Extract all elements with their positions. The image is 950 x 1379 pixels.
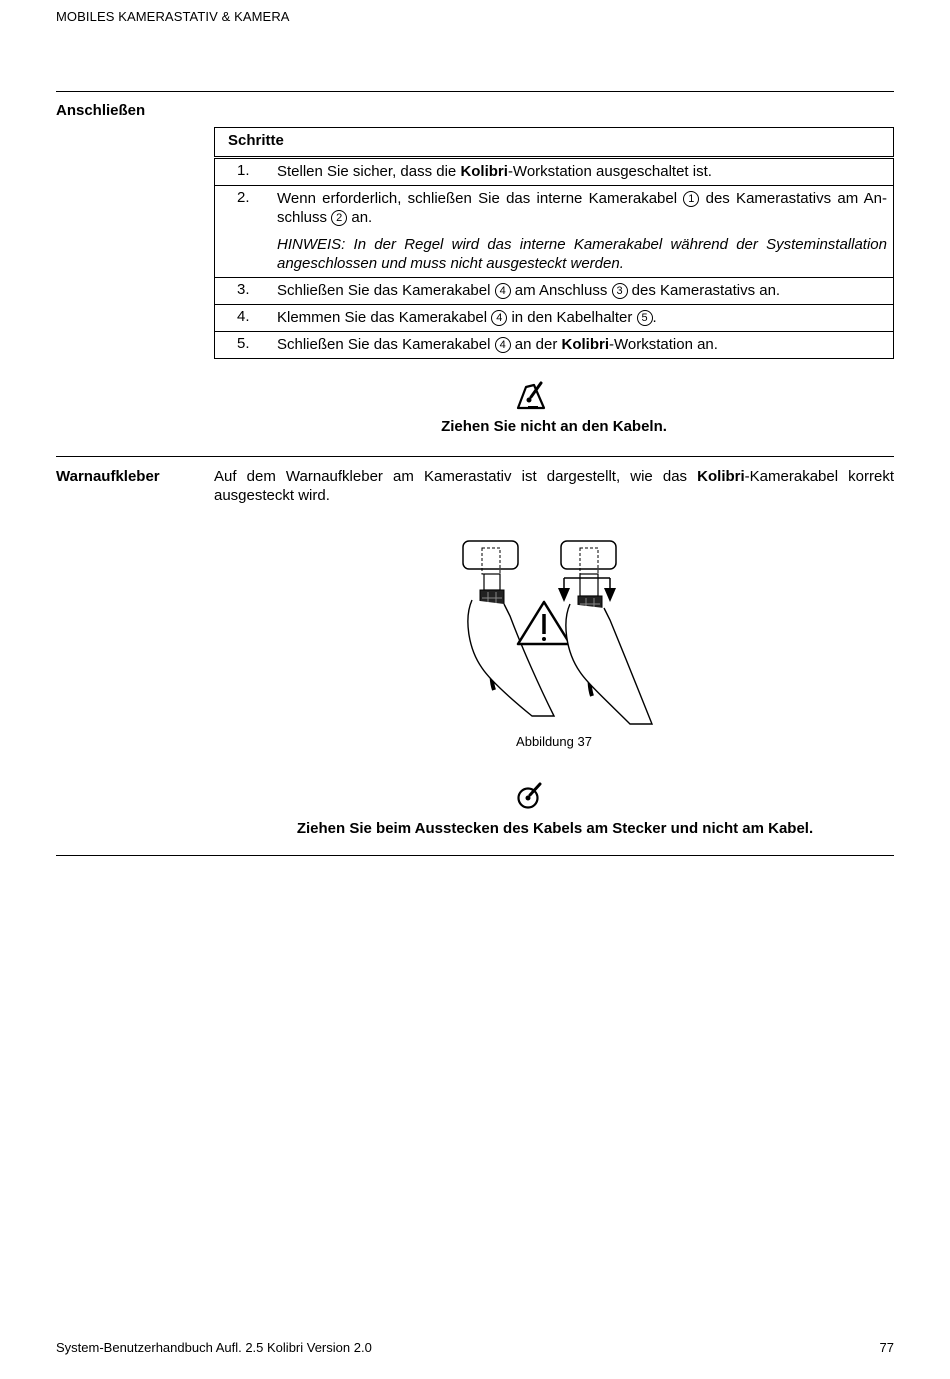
callout-number: 1	[683, 191, 699, 207]
callout-number: 4	[495, 283, 511, 299]
table-row	[215, 278, 894, 305]
warning-sticker-illustration	[460, 538, 660, 730]
table-row	[215, 186, 894, 278]
step-number: 4.	[215, 305, 278, 332]
section-divider	[56, 456, 894, 457]
step-note: HINWEIS: In der Regel wird das interne Kamerakabel während der Systeminstallation angeschlossen und muss nicht ausgesteckt werden.	[277, 236, 887, 272]
no-pull-icon	[516, 381, 548, 411]
page-number: 77	[879, 1340, 894, 1355]
step-text: Stellen Sie sicher, dass die Kolibri-Workstation ausgeschaltet ist.	[277, 158, 894, 186]
ok-icon	[516, 782, 544, 810]
step-number: 1.	[215, 158, 278, 186]
callout-number: 2	[331, 210, 347, 226]
hint-text: Ziehen Sie beim Ausstecken des Kabels am Stecker und nicht am Kabel.	[296, 820, 814, 837]
page-header-title: MOBILES KAMERASTATIV & KAMERA	[56, 9, 290, 24]
table-row	[215, 305, 894, 332]
step-text: Schließen Sie das Kamerakabel 4 am Anschluss 3 des Kamerastativs an.	[277, 278, 894, 305]
section-divider	[56, 855, 894, 856]
step-text: Wenn erforderlich, schließen Sie das interne Kamerakabel 1 des Kamerastativs am An-schluss 2 an. HINWEIS: In der Regel wird das interne Kamerakabel während der Systeminstallation angeschlossen und muss nicht ausgesteckt werden.	[277, 186, 894, 278]
section-label-connect: Anschließen	[56, 102, 146, 119]
warning-text: Ziehen Sie nicht an den Kabeln.	[441, 418, 667, 435]
section-label-sticker: Warnaufkleber	[56, 468, 160, 485]
table-row	[215, 158, 894, 186]
step-text: Klemmen Sie das Kamerakabel 4 in den Kabelhalter 5 .	[277, 305, 894, 332]
figure-caption: Abbildung 37	[516, 734, 592, 749]
sticker-paragraph: Auf dem Warnaufkleber am Kamerastativ ist dargestellt, wie das Kolibri-Kamerakabel korrekt ausgesteckt wird.	[214, 468, 895, 504]
footer-doc-title: System-Benutzerhandbuch Aufl. 2.5 Kolibri Version 2.0	[56, 1340, 372, 1355]
step-number: 2.	[215, 186, 278, 278]
steps-table	[214, 127, 894, 359]
step-number: 5.	[215, 332, 278, 359]
callout-number: 4	[495, 337, 511, 353]
callout-number: 5	[637, 310, 653, 326]
callout-number: 4	[491, 310, 507, 326]
section-divider	[56, 91, 894, 92]
table-row	[215, 332, 894, 359]
step-number: 3.	[215, 278, 278, 305]
callout-number: 3	[612, 283, 628, 299]
table-header: Schritte	[215, 128, 894, 158]
step-text: Schließen Sie das Kamerakabel 4 an der Kolibri-Workstation an.	[277, 332, 894, 359]
